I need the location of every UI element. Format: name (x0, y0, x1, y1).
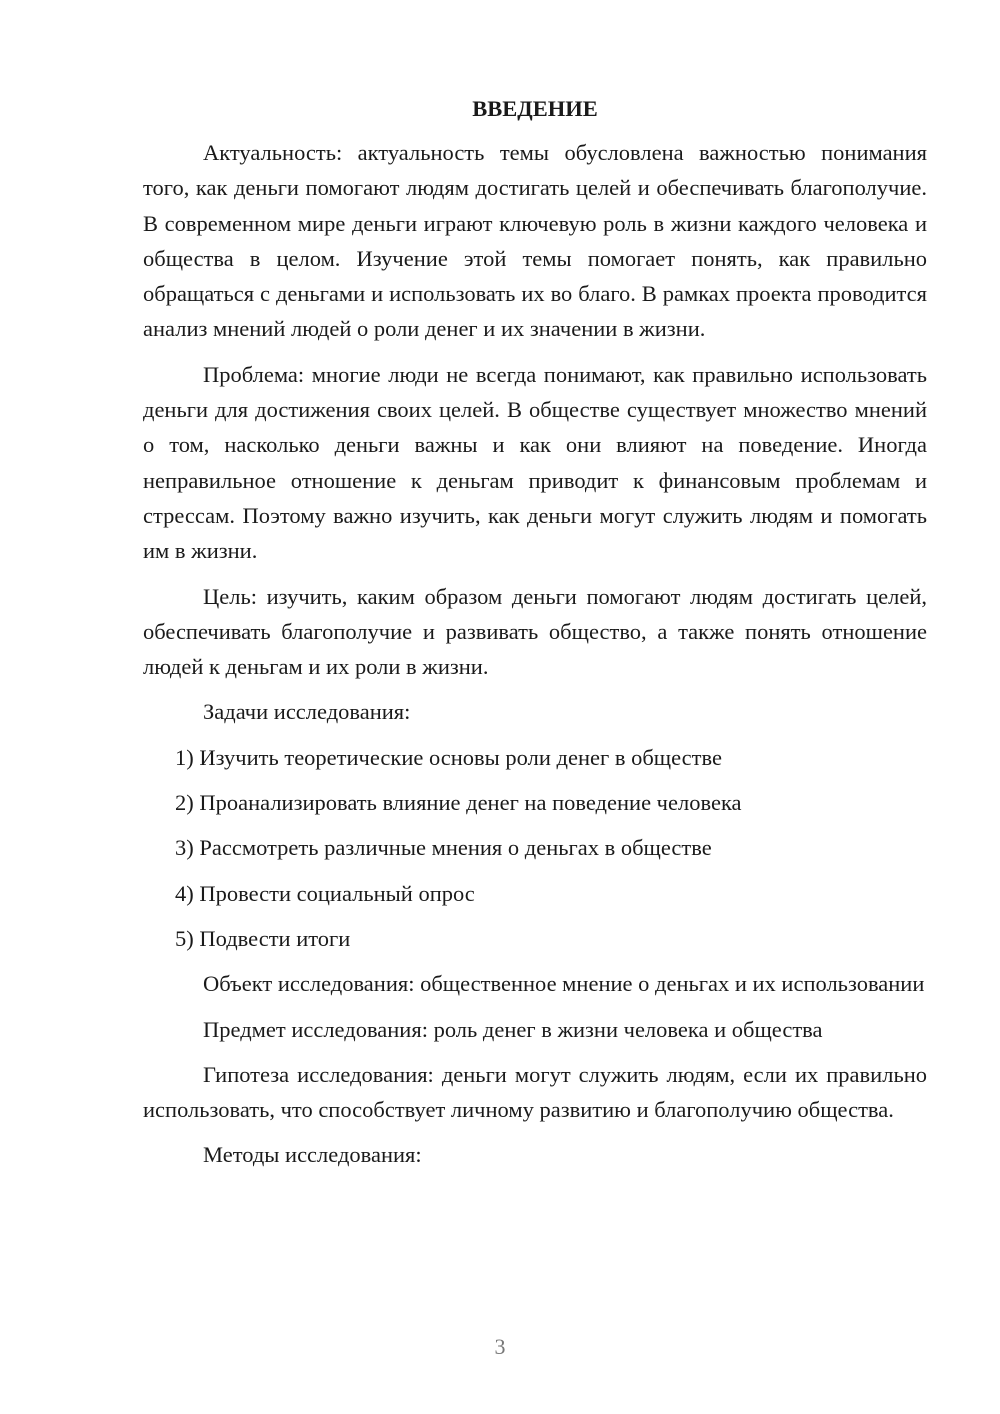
list-item-task-4: 4) Провести социальный опрос (175, 880, 475, 906)
list-item-task-3: 3) Рассмотреть различные мнения о деньгах в обществе (175, 835, 712, 861)
list-item-task-2: 2) Проанализировать влияние денег на поведение человека (175, 790, 742, 816)
tasks-heading: Задачи исследования: (203, 699, 411, 725)
list-item-task-1: 1) Изучить теоретические основы роли денег в обществе (175, 744, 722, 770)
paragraph-problem: Проблема: многие люди не всегда понимают, как правильно использовать деньги для достижения своих целей. В обществе существует множество мнений о том, насколько деньги важны и как они влияют на поведение. Иногда неправильное отношение к деньгам приводит к финансовым проблемам и стрессам. Поэтому важно изучить, как деньги могут служить людям и помогать им в жизни. (143, 361, 927, 564)
paragraph-object: Объект исследования: общественное мнение о деньгах и их использовании (203, 971, 925, 997)
section-title: ВВЕДЕНИЕ (472, 96, 598, 121)
paragraph-relevance: Актуальность: актуальность темы обусловлена важностью понимания того, как деньги помогают людям достигать целей и обеспечивать благополучие. В современном мире деньги играют ключевую роль в жизни каждого человека и общества в целом. Изучение этой темы помогает понять, как правильно обращаться с деньгами и использовать их во благо. В рамках проекта проводится анализ мнений людей о роли денег и их значении в жизни. (143, 140, 927, 342)
methods-heading: Методы исследования: (203, 1142, 422, 1168)
list-item-task-5: 5) Подвести итоги (175, 925, 351, 951)
paragraph-subject: Предмет исследования: роль денег в жизни человека и общества (203, 1016, 823, 1042)
page-content (143, 94, 927, 1183)
paragraph-goal: Цель: изучить, каким образом деньги помогают людям достигать целей, обеспечивать благополучие и развивать общество, а также понять отношение людей к деньгам и их роли в жизни. (143, 583, 927, 680)
tasks-list (143, 740, 927, 956)
paragraph-hypothesis: Гипотеза исследования: деньги могут служить людям, если их правильно использовать, что способствует личному развитию и благополучию общества. (143, 1061, 927, 1123)
page-number: 3 (494, 1334, 506, 1359)
